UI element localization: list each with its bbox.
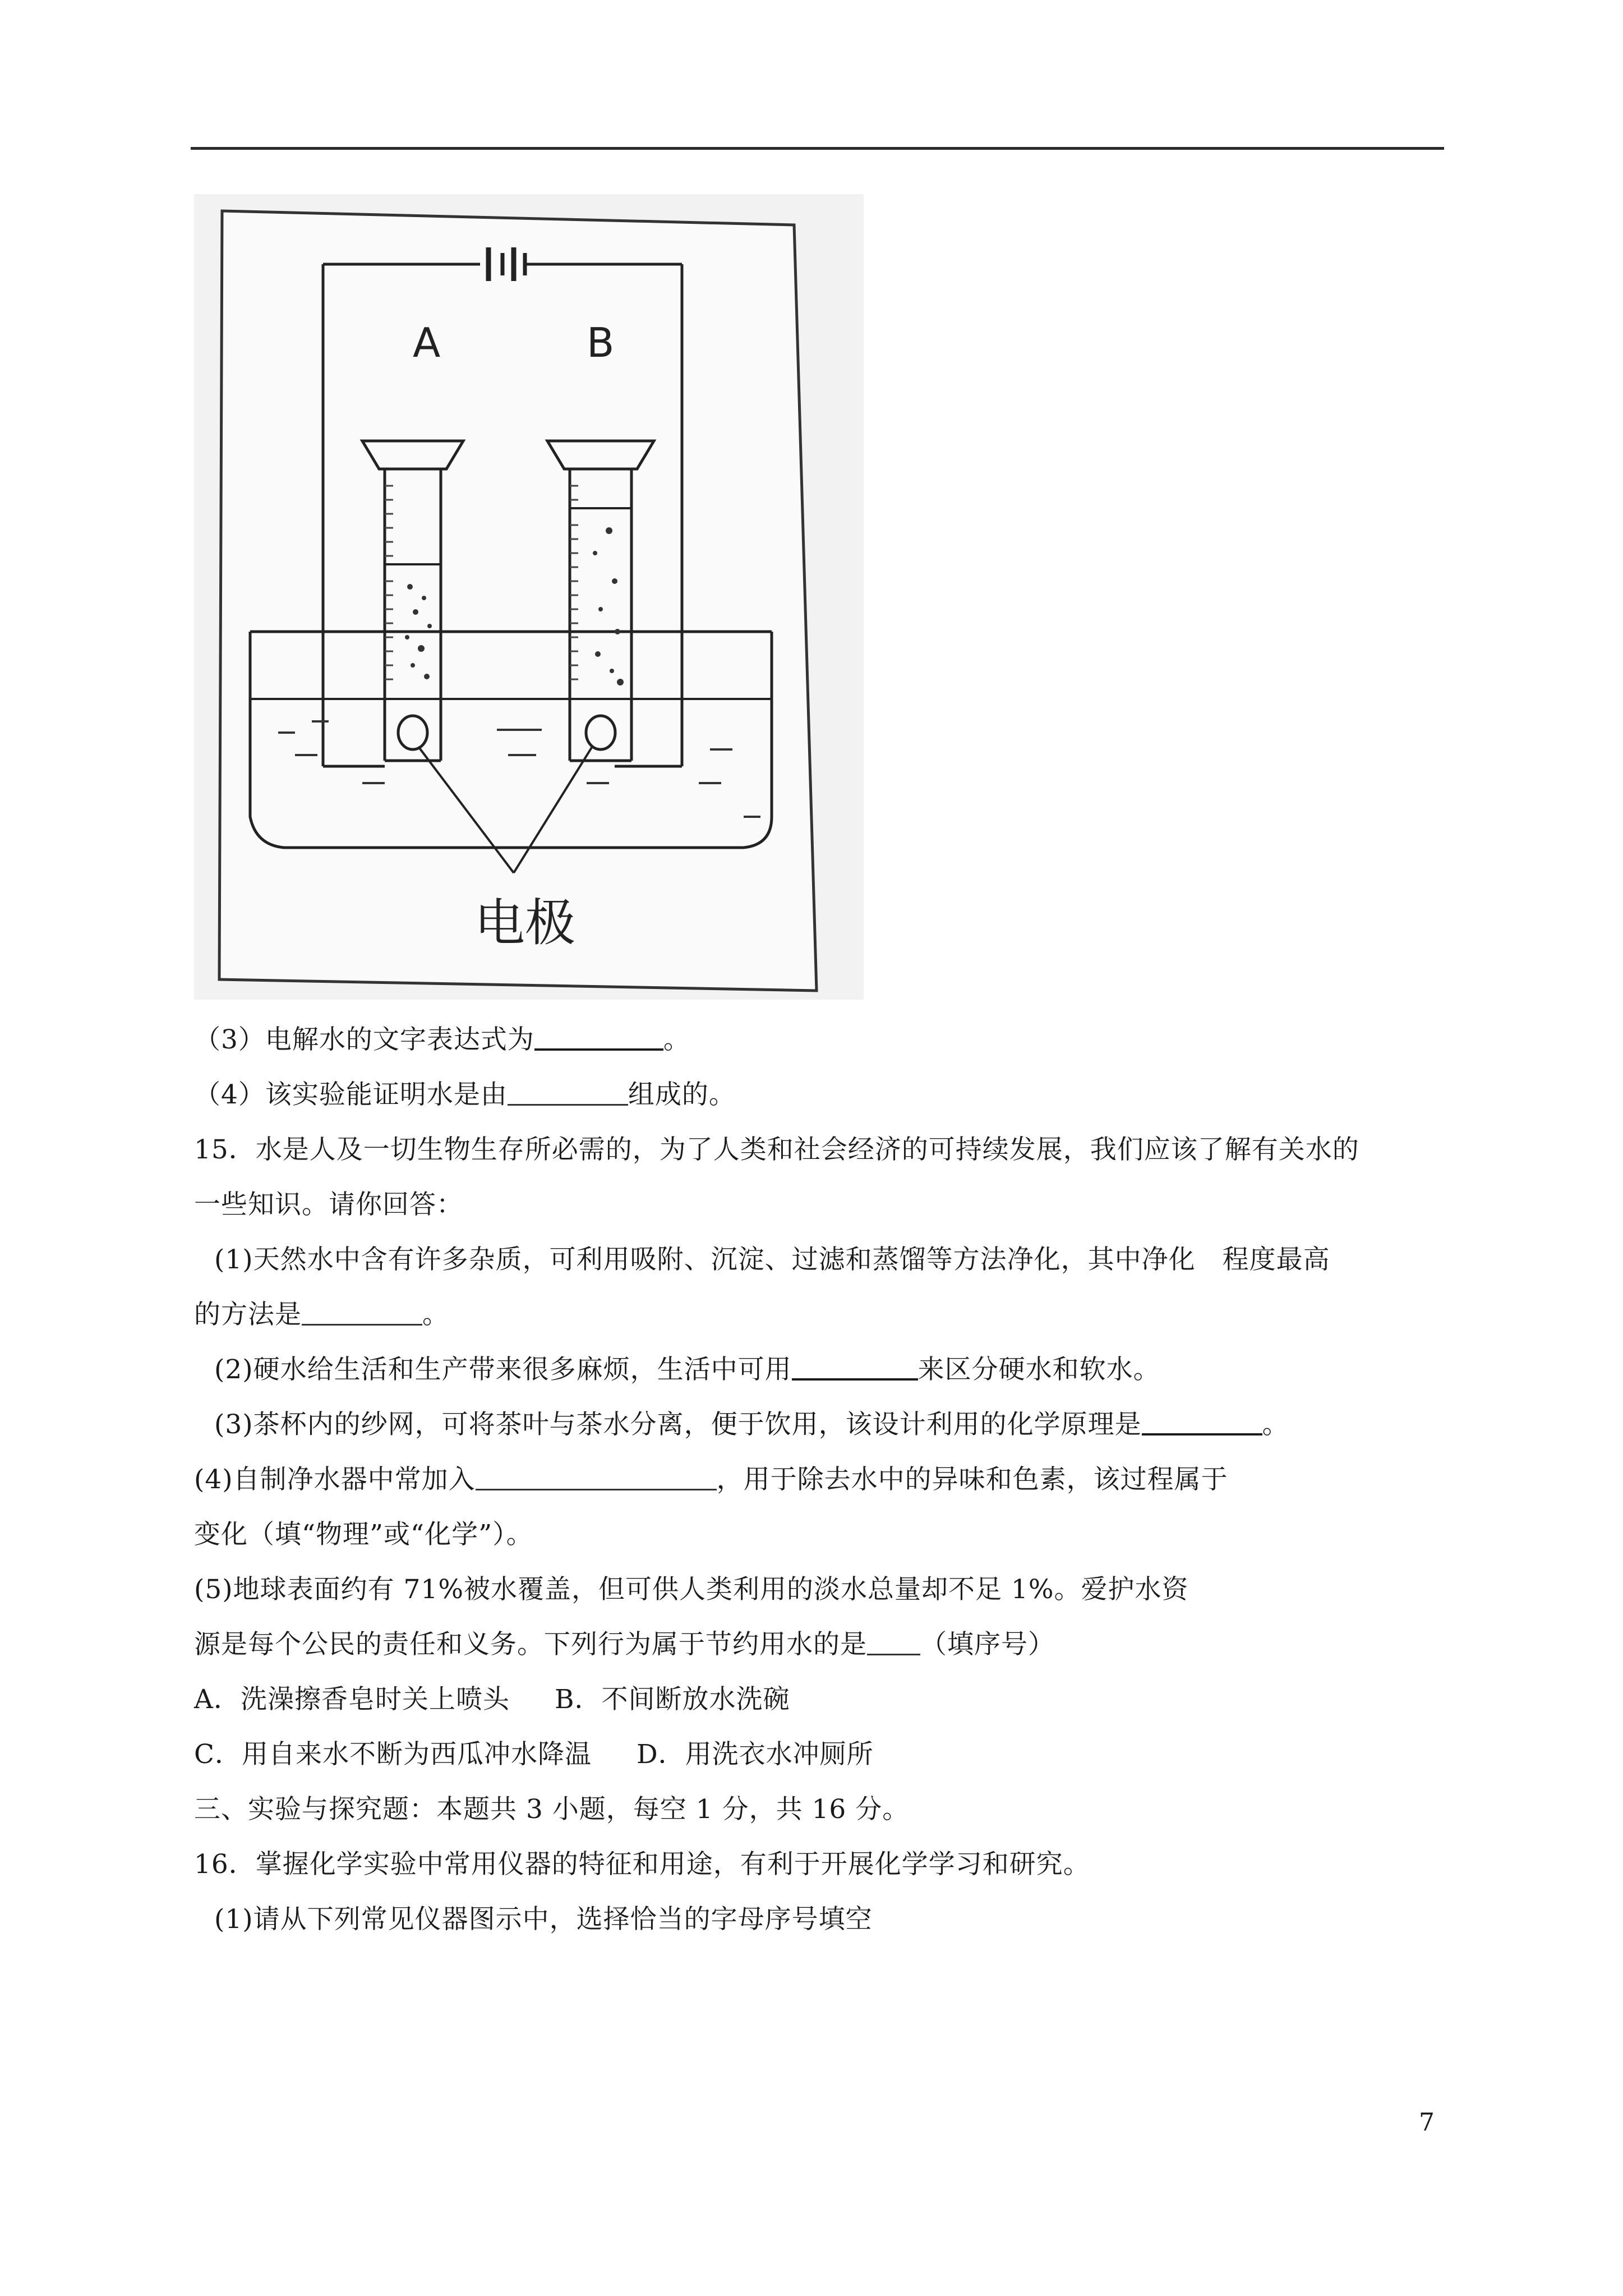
q15-part4-line2: 变化（填“物理”或“化学”）。 (194, 1519, 533, 1550)
q15-option-a: A．洗澡擦香皂时关上喷头 (194, 1684, 510, 1715)
q16-stem: 16．掌握化学实验中常用仪器的特征和用途，有利于开展化学学习和研究。 (194, 1849, 1090, 1880)
q15-part5-blank[interactable] (867, 1629, 920, 1655)
q14-part4: （4）该实验能证明水是由 组成的。 (194, 1079, 736, 1110)
header-rule (191, 147, 1444, 150)
q16-part1: (1)请从下列常见仪器图示中，选择恰当的字母序号填空 (214, 1904, 873, 1935)
q15-part1-line2: 的方法是 。 (194, 1299, 449, 1330)
page-number: 7 (1419, 2108, 1435, 2137)
q14-part3-blank[interactable] (534, 1024, 663, 1051)
electrolysis-diagram (194, 194, 864, 1000)
q15-part4-line1: (4)自制净水器中常加入 ，用于除去水中的异味和色素，该过程属于 (194, 1464, 1228, 1495)
q15-option-d: D．用洗衣水冲厕所 (636, 1739, 874, 1770)
q15-option-b: B．不间断放水洗碗 (554, 1684, 790, 1715)
tube-label-a: A (413, 319, 441, 366)
q15-options-cd (194, 1738, 874, 1772)
section3-title: 三、实验与探究题：本题共 3 小题，每空 1 分，共 16 分。 (194, 1794, 910, 1825)
q15-part5-line1: (5)地球表面约有 71%被水覆盖，但可供人类利用的淡水总量却不足 1%。爱护水资 (194, 1574, 1189, 1605)
q15-options-ab (194, 1683, 790, 1717)
tube-label-b: B (587, 319, 615, 366)
q15-part2-blank[interactable] (792, 1354, 918, 1381)
q15-part1-line1: (1)天然水中含有许多杂质，可利用吸附、沉淀、过滤和蒸馏等方法净化，其中净化 程度最高 (214, 1244, 1330, 1275)
q15-option-c: C．用自来水不断为西瓜冲水降温 (194, 1739, 592, 1770)
q14-part3: （3）电解水的文字表达式为 。 (194, 1024, 690, 1055)
q15-part4-blank[interactable] (476, 1464, 717, 1490)
q15-part1-blank[interactable] (302, 1299, 422, 1326)
paper-outline (219, 211, 817, 991)
q14-part4-blank[interactable] (508, 1079, 628, 1106)
q15-stem-line2: 一些知识。请你回答： (194, 1189, 463, 1220)
q15-part3: (3)茶杯内的纱网，可将茶叶与茶水分离，便于饮用，该设计利用的化学原理是 。 (214, 1409, 1289, 1440)
q15-part3-blank[interactable] (1142, 1409, 1262, 1435)
electrode-label: 电极 (474, 894, 575, 953)
q15-part2: (2)硬水给生活和生产带来很多麻烦，生活中可用 来区分硬水和软水。 (214, 1354, 1160, 1385)
q15-stem-line1: 15．水是人及一切生物生存所必需的，为了人类和社会经济的可持续发展，我们应该了解有关水的 (194, 1134, 1359, 1165)
electrolysis-apparatus-figure (194, 194, 864, 1000)
q15-part5-line2: 源是每个公民的责任和义务。下列行为属于节约用水的是 （填序号） (194, 1629, 1055, 1660)
